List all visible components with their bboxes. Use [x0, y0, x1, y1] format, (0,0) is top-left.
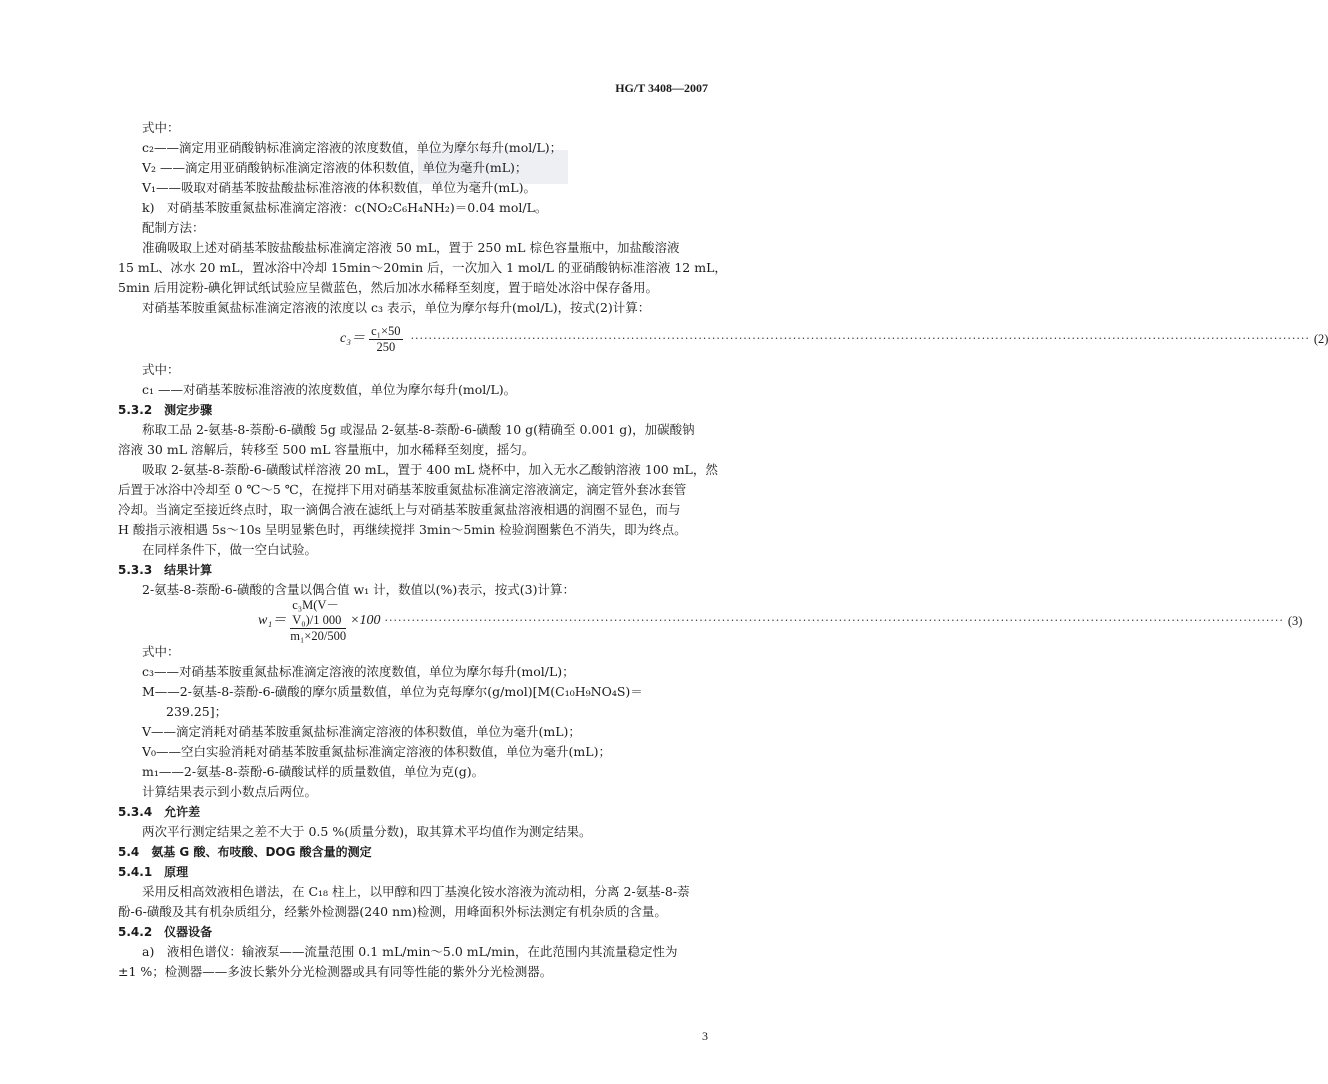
equation-number: (2): [1313, 332, 1328, 346]
text-line: M——2-氨基-8-萘酚-6-磺酸的摩尔质量数值，单位为克每摩尔(g/mol)[M(C₁₀H₉NO₄S)＝: [142, 684, 643, 699]
text-line: 配制方法：: [142, 220, 205, 235]
text-line: 计算结果表示到小数点后两位。: [142, 784, 318, 799]
formula-leader-dots: ········································································································································································································: [384, 614, 1284, 627]
text-line: V₁——吸取对硝基苯胺盐酸盐标准溶液的体积数值，单位为毫升(mL)。: [142, 180, 536, 195]
text-line: 对硝基苯胺重氮盐标准滴定溶液的浓度以 c₃ 表示，单位为摩尔每升(mol/L)，按式(2)计算：: [142, 300, 651, 315]
text-line: c₃——对硝基苯胺重氮盐标准滴定溶液的浓度数值，单位为摩尔每升(mol/L)；: [142, 664, 575, 679]
document-body: [118, 118, 1328, 982]
section-heading: 5.4.1 原理: [118, 865, 189, 879]
text-line: 15 mL、冰水 20 mL，置冰浴中冷却 15min～20min 后，一次加入 1 mol/L 的亚硝酸钠标准溶液 12 mL，: [118, 260, 727, 275]
formula-denominator: m₁×20/500: [290, 629, 347, 643]
text-line: c₂——滴定用亚硝酸钠标准滴定溶液的浓度数值，单位为摩尔每升(mol/L)；: [142, 140, 563, 155]
section-heading: 5.3.2 测定步骤: [118, 403, 213, 417]
section-heading: 5.4.2 仪器设备: [118, 925, 213, 939]
formula-formula3: [118, 598, 1303, 643]
section-heading: 5.3.3 结果计算: [118, 563, 213, 577]
formula-tail: ×100: [350, 613, 381, 628]
text-line: 准确吸取上述对硝基苯胺盐酸盐标准滴定溶液 50 mL，置于 250 mL 棕色容量瓶中，加盐酸溶液: [142, 240, 680, 255]
text-line: a) 液相色谱仪：输液泵——流量范围 0.1 mL/min～5.0 mL/min，在此范围内其流量稳定性为: [142, 944, 678, 959]
formula-leader-dots: ········································································································································································································: [410, 332, 1310, 345]
formula-fraction: [290, 598, 346, 644]
text-line: 式中：: [142, 644, 180, 659]
text-line: 2-氨基-8-萘酚-6-磺酸的含量以偶合值 w₁ 计，数值以(%)表示，按式(3)计算：: [142, 582, 575, 597]
text-line: 吸取 2-氨基-8-萘酚-6-磺酸试样溶液 20 mL，置于 400 mL 烧杯中，加入无水乙酸钠溶液 100 mL，然: [142, 462, 718, 477]
text-line: 后置于冰浴中冷却至 0 ℃～5 ℃，在搅拌下用对硝基苯胺重氮盐标准滴定溶液滴定，滴定管外套冰套管: [118, 482, 687, 497]
text-line: V₂ ——滴定用亚硝酸钠标准滴定溶液的体积数值，单位为毫升(mL)；: [142, 160, 528, 175]
text-line: 溶液 30 mL 溶解后，转移至 500 mL 容量瓶中，加水稀释至刻度，摇匀。: [118, 442, 535, 457]
text-line: c₁ ——对硝基苯胺标准溶液的浓度数值，单位为摩尔每升(mol/L)。: [142, 382, 517, 397]
text-line: ±1 %；检测器——多波长紫外分光检测器或具有同等性能的紫外分光检测器。: [118, 964, 553, 979]
formula-numerator: c₁×50: [371, 323, 401, 338]
text-line: V——滴定消耗对硝基苯胺重氮盐标准滴定溶液的体积数值，单位为毫升(mL)；: [142, 724, 581, 739]
text-line: 冷却。当滴定至接近终点时，取一滴偶合液在滤纸上与对硝基苯胺重氮盐溶液相遇的润圈不显色，而与: [118, 502, 681, 517]
formula-formula2: [118, 318, 1328, 360]
text-line: 式中：: [142, 120, 180, 135]
formula-lhs: c₃＝: [340, 331, 366, 346]
standard-number: HG/T 3408—2007: [615, 81, 708, 95]
text-line: 式中：: [142, 362, 180, 377]
text-line: 在同样条件下，做一空白试验。: [142, 542, 318, 557]
section-heading: 5.3.4 允许差: [118, 805, 201, 819]
page-number: 3: [702, 1029, 708, 1043]
text-line: 采用反相高效液相色谱法，在 C₁₈ 柱上，以甲醇和四丁基溴化铵水溶液为流动相，分离 2-氨基-8-萘: [142, 884, 690, 899]
text-line: k) 对硝基苯胺重氮盐标准滴定溶液：c(NO₂C₆H₄NH₂)＝0.04 mol/L。: [142, 200, 548, 215]
text-line: 两次平行测定结果之差不大于 0.5 %(质量分数)，取其算术平均值作为测定结果。: [142, 824, 592, 839]
text-line: m₁——2-氨基-8-萘酚-6-磺酸试样的质量数值，单位为克(g)。: [142, 764, 485, 779]
text-line: 5min 后用淀粉-碘化钾试纸试验应呈微蓝色，然后加冰水稀释至刻度，置于暗处冰浴中保存备用。: [118, 280, 659, 295]
text-line: 酚-6-磺酸及其有机杂质组分，经紫外检测器(240 nm)检测，用峰面积外标法测定有机杂质的含量。: [118, 904, 667, 919]
formula-numerator: c₃M(V－V₀)/1 000: [290, 598, 346, 629]
section-heading: 5.4 氨基 G 酸、布吱酸、DOG 酸含量的测定: [118, 845, 372, 859]
equation-number: (3): [1287, 614, 1303, 628]
text-line: V₀——空白实验消耗对硝基苯胺重氮盐标准滴定溶液的体积数值，单位为毫升(mL)；: [142, 744, 611, 759]
text-line: H 酸指示液相遇 5s～10s 呈明显紫色时，再继续搅拌 3min～5min 检验润圈紫色不消失，即为终点。: [118, 522, 687, 537]
text-line: 称取工品 2-氨基-8-萘酚-6-磺酸 5g 或湿品 2-氨基-8-萘酚-6-磺酸 10 g(精确至 0.001 g)，加碳酸钠: [142, 422, 695, 437]
formula-lhs: w₁＝: [258, 613, 287, 628]
formula-denominator: 250: [376, 339, 396, 354]
text-line: 239.25]；: [166, 704, 228, 719]
formula-fraction: [369, 324, 402, 355]
